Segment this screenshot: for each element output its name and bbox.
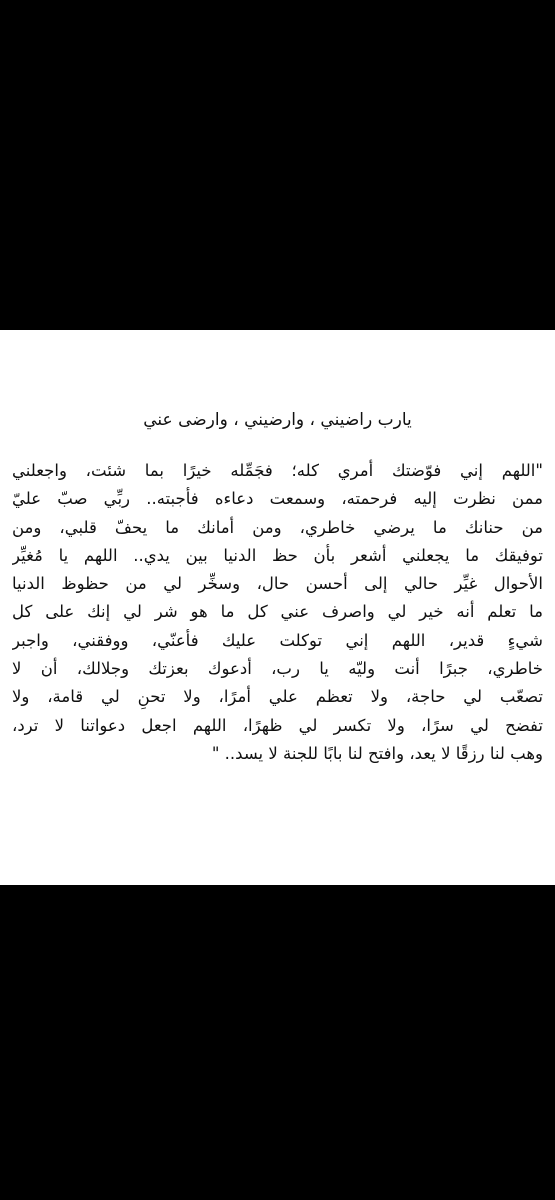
- text-line: توفيقك ما يجعلني أشعر بأن حظ الدنيا بين يدي.. اللهم يا مُغيِّر: [12, 545, 543, 565]
- text-line: ما تعلم أنه خير لي واصرف عني كل ما هو شر لي إنك على كل: [12, 602, 543, 622]
- text-line: شيءٍ قدير، اللهم إني توكلت عليك فأعنّي، ووفقني، واجبر: [12, 630, 543, 650]
- text-line: خاطري، جبرًا أنت وليّه يا رب، أدعوك بعزتك وجلالك، أن لا: [12, 659, 543, 679]
- text-card: [0, 330, 555, 885]
- text-line: "اللهم إني فوّضتك أمري كله؛ فجَمِّله خيرًا بما شئت، واجعلني: [12, 461, 543, 480]
- black-top-area: [0, 0, 555, 330]
- text-line: الأحوال غيِّر حالي إلى أحسن حال، وسخِّر لي من حظوظ الدنيا: [12, 574, 543, 594]
- text-line: من حنانك ما يرضي خاطري، ومن أمانك ما يحفّ قلبي، ومن: [12, 517, 543, 537]
- text-line: تصعّب لي حاجة، ولا تعظم علي أمرًا، ولا تحنِ لي قامة، ولا: [12, 687, 543, 707]
- text-line: وهب لنا رزقًا لا يعد، وافتح لنا بابًا للجنة لا يسد.. ": [211, 743, 543, 763]
- black-bottom-area: [0, 885, 555, 1200]
- text-line: ممن نظرت إليه فرحمته، وسمعت دعاءه فأجبته.. ربِّي صبّ عليّ: [12, 489, 543, 509]
- text-line: تفضح لي سرًا، ولا تكسر لي ظهرًا، اللهم اجعل دعواتنا لا ترد،: [12, 715, 543, 735]
- card-title: يارب راضيني ، وارضيني ، وارضى عني: [143, 410, 412, 430]
- prayer-text: [12, 457, 543, 768]
